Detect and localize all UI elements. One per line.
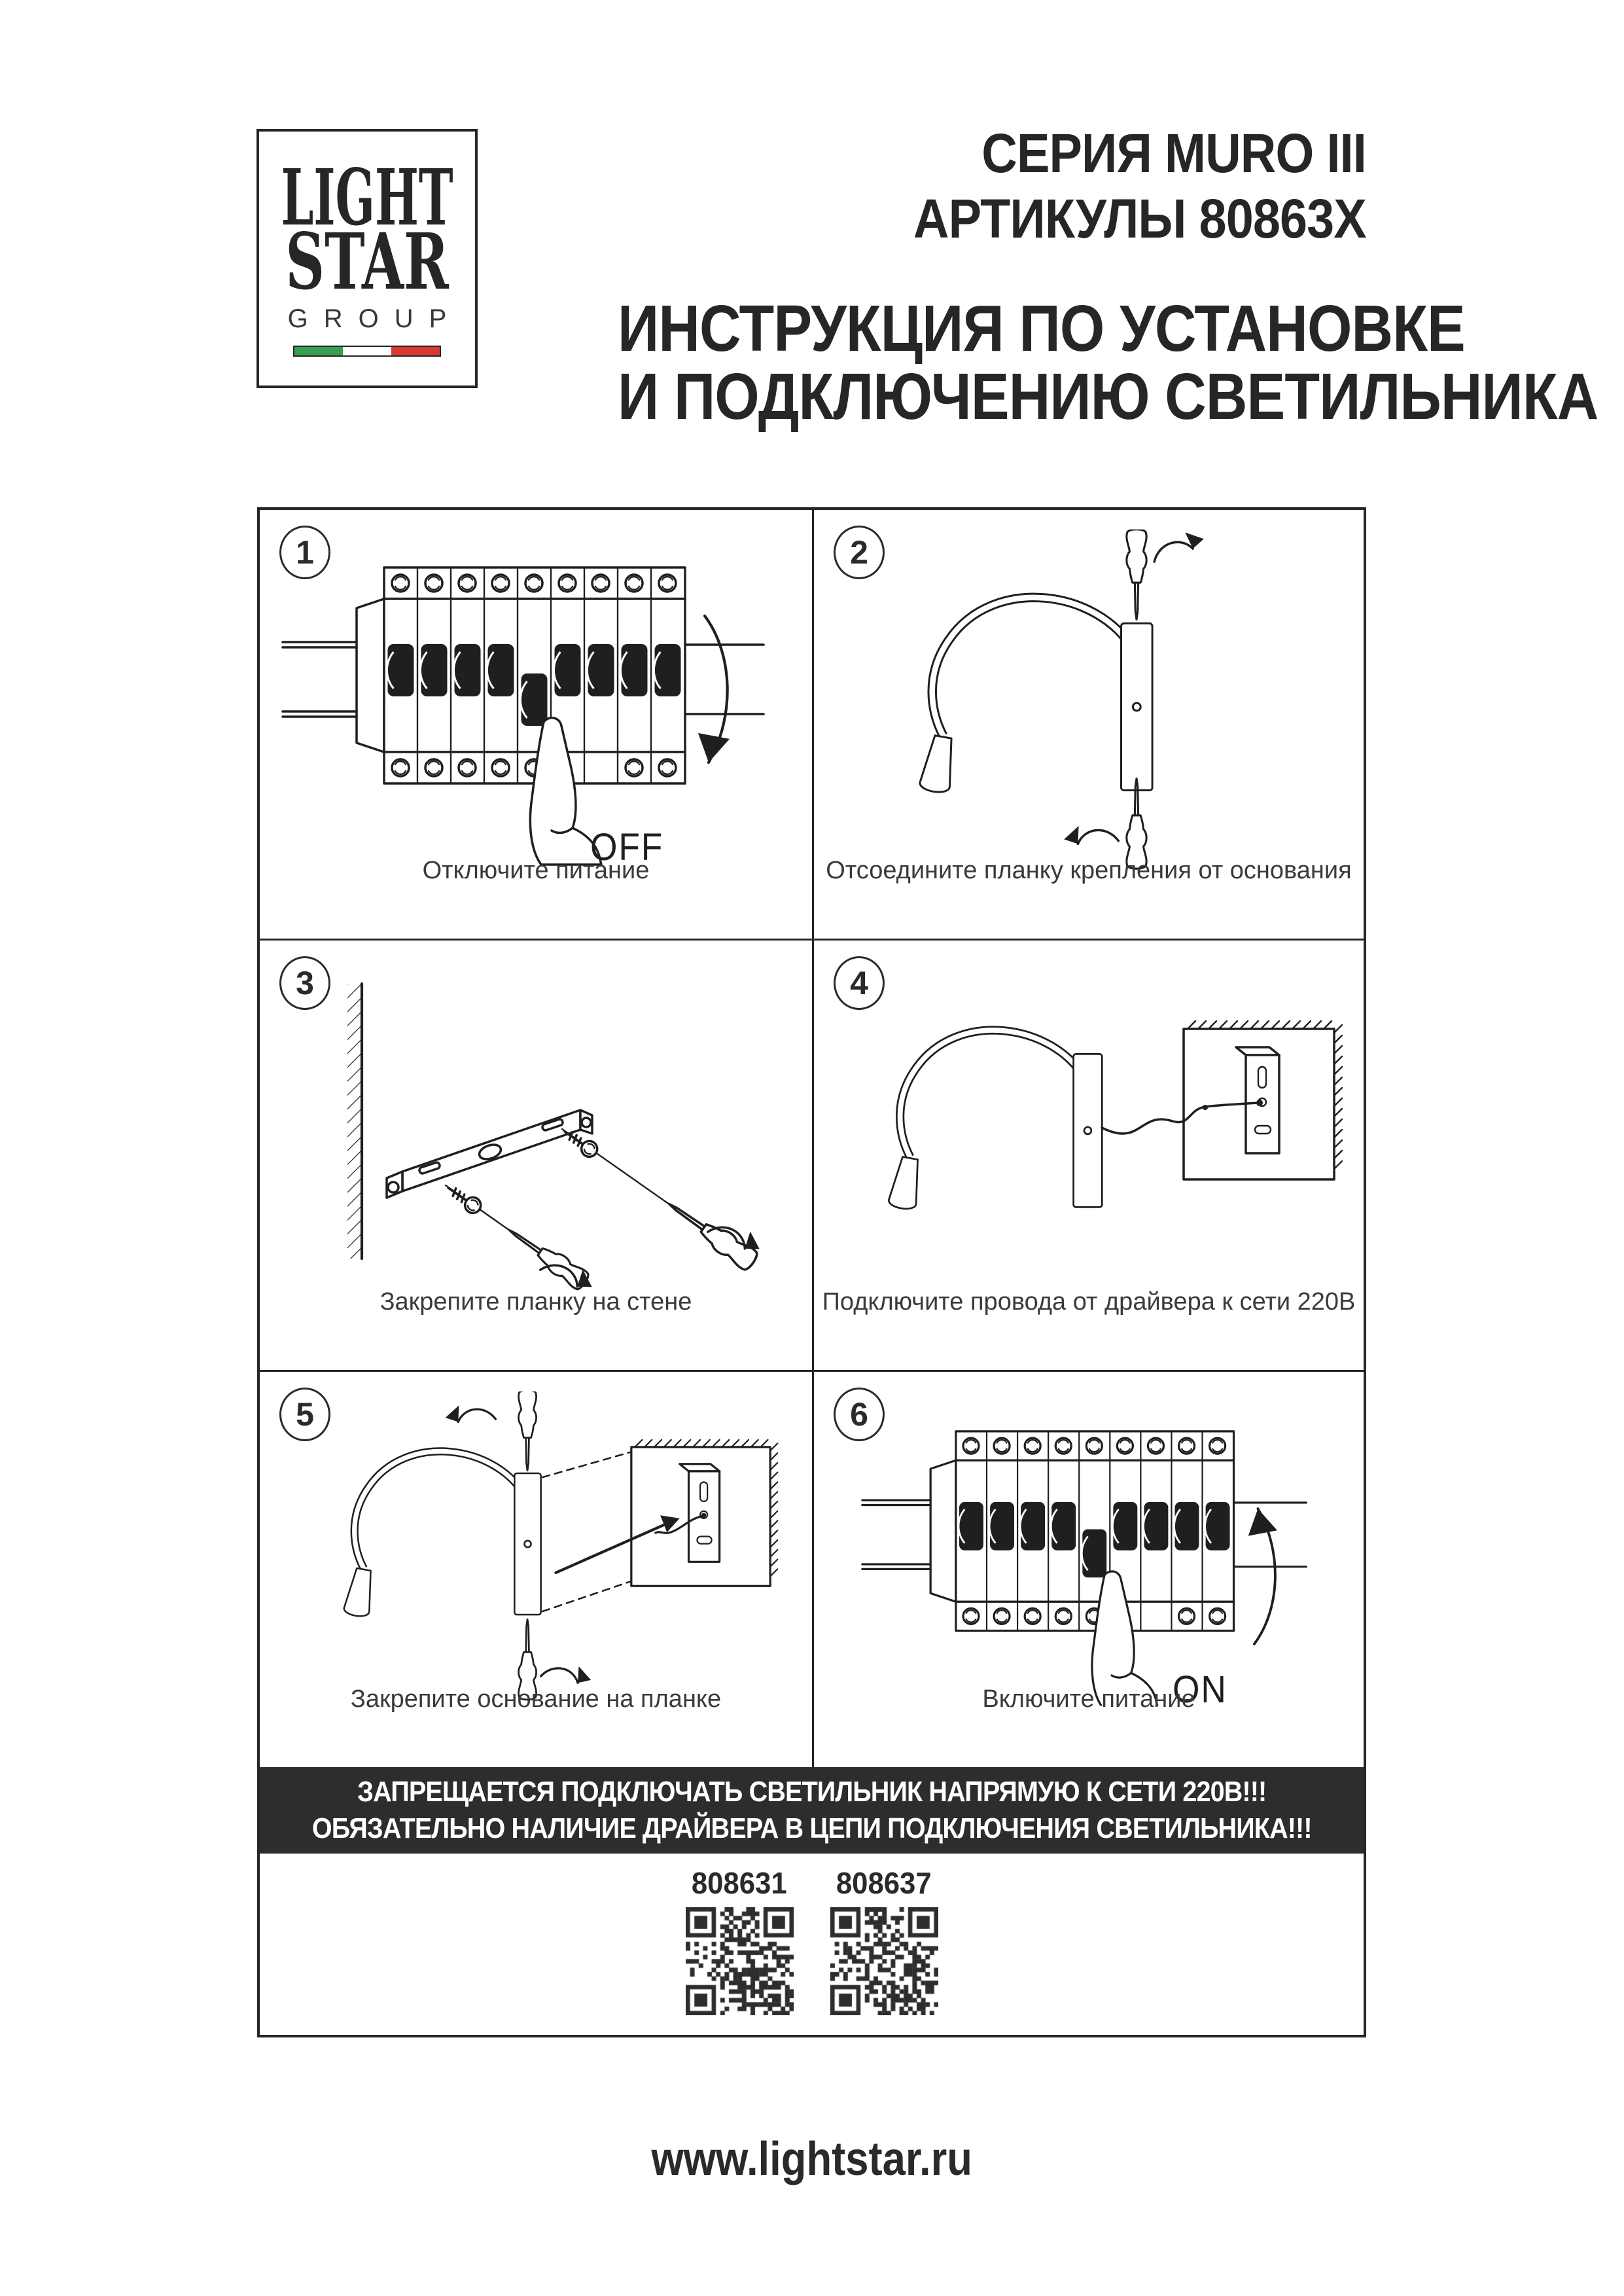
flag-green-segment [294,347,343,355]
step-number: 4 [850,965,868,1001]
qr-group-2 [830,1865,938,2015]
logo-word-light: LIGHT [281,152,453,243]
fix-base-on-bracket-illustration [260,1391,812,1706]
logo-word-star: STAR [285,216,449,307]
flag-white-segment [343,347,391,355]
step-caption: Подключите провода от драйвера к сети 220В [822,1288,1356,1316]
step-cell-4 [814,941,1364,1370]
qr-code-1 [686,1907,794,2015]
step-caption: Отсоедините планку крепления от основания [826,857,1352,884]
logo-word-group: GROUP [287,304,463,333]
warning-line-1: ЗАПРЕЩАЕТСЯ ПОДКЛЮЧАТЬ СВЕТИЛЬНИК НАПРЯМУЮ К СЕТИ 220В!!! [357,1776,1267,1808]
step-number: 1 [296,534,314,571]
article-number: 808637 [836,1866,932,1900]
step-cell-5 [260,1372,812,1767]
step-cell-6 [814,1372,1364,1767]
step-caption: Закрепите планку на стене [380,1288,692,1316]
flag-red-segment [391,347,440,355]
italian-flag-stripe [293,346,441,357]
qr-section [260,1854,1364,2035]
product-header [863,120,1366,251]
series-title: СЕРИЯ MURO III [981,122,1366,184]
step-number: 3 [296,965,314,1001]
grid-horizontal-divider [260,939,1364,941]
step-number: 5 [296,1396,314,1433]
connect-driver-wires-illustration [814,960,1364,1300]
step-caption: Закрепите основание на планке [350,1685,722,1713]
document-title [618,292,1624,433]
warning-bar [260,1767,1364,1854]
step-caption: Отключите питание [422,857,650,884]
website-url: www.lightstar.ru [651,2133,972,2185]
bracket-on-wall-illustration [260,960,812,1300]
step-cell-2 [814,510,1364,939]
title-line-2: И ПОДКЛЮЧЕНИЮ СВЕТИЛЬНИКА [618,360,1598,433]
circuit-breaker-on-illustration [814,1391,1364,1706]
off-label: OFF [590,826,664,869]
warning-line-2: ОБЯЗАТЕЛЬНО НАЛИЧИЕ ДРАЙВЕРА В ЦЕПИ ПОДКЛЮЧЕНИЯ СВЕТИЛЬНИКА!!! [311,1812,1312,1844]
grid-vertical-divider [812,510,814,1767]
qr-code-2 [830,1907,938,2015]
steps-grid [257,507,1366,2037]
step-caption: Включите питание [982,1685,1195,1713]
step-number: 2 [850,534,868,571]
articles-title: АРТИКУЛЫ 80863X [913,188,1366,249]
circuit-breaker-off-illustration [260,529,812,870]
lightstar-logo [256,129,478,388]
on-label: ON [1173,1668,1227,1711]
step-number: 6 [850,1396,868,1433]
qr-group-1 [686,1865,794,2015]
step-cell-3 [260,941,812,1370]
grid-horizontal-divider [260,1370,1364,1372]
article-number: 808631 [692,1866,787,1900]
title-line-1: ИНСТРУКЦИЯ ПО УСТАНОВКЕ [618,292,1465,365]
step-cell-1 [260,510,812,939]
detach-mounting-plate-illustration [814,529,1364,870]
